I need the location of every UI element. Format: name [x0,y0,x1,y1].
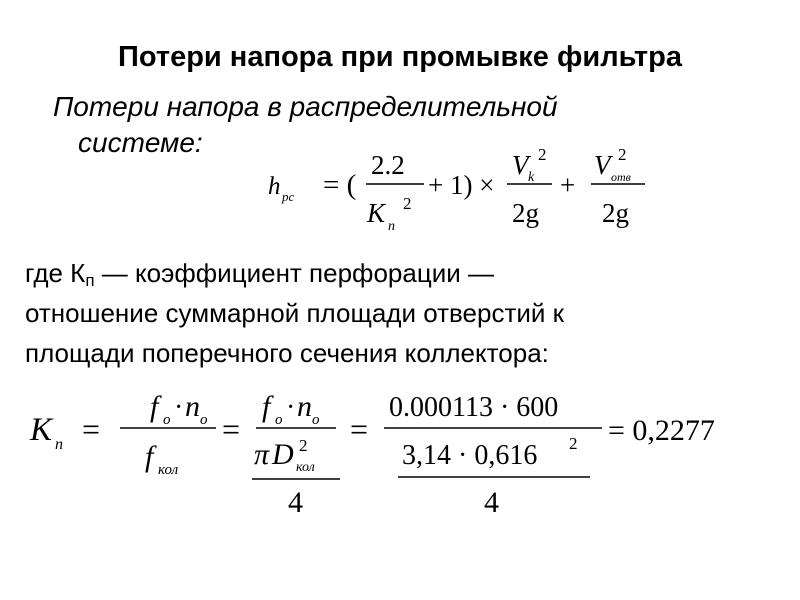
description-line-3: площади поперечного сечения коллектора: [25,338,549,368]
formula-plus: + [560,170,576,200]
frac2-den-d: D [272,438,294,471]
frac3-den-exponent: 2 [569,434,578,453]
frac1-num-n-subscript: о [200,412,208,428]
frac1-den-f: f [145,440,154,473]
fraction1-numerator: 2.2 [371,150,405,180]
frac2-num-n-subscript: о [312,412,320,428]
description-line-2: отношение суммарной площади отверстий к [25,298,565,328]
kp-equals-3: = [350,411,369,447]
frac2-num-f-subscript: о [275,412,283,428]
fraction2-denominator: 2g [512,198,539,228]
frac2-den-4: 4 [288,486,303,519]
fraction1-denominator-exponent: 2 [403,194,412,213]
description-line-1-rest: — коэффициент перфорации — [94,258,494,288]
description-subscript: п [85,271,95,290]
formula-equals-paren: = ( [323,169,357,201]
frac3-den-value: 3,14 · 0,616 [402,440,538,471]
frac1-num-n: n [185,390,200,423]
kp-lhs: K [30,412,53,448]
frac1-den-f-subscript: кол [158,462,179,478]
frac1-num-f: f [150,390,159,423]
kp-result: = 0,2277 [608,414,715,447]
frac2-num-f: f [262,390,271,423]
fraction1-denominator: K [367,198,386,228]
formula-plus-one-times: + 1) × [428,170,495,200]
subtitle-line-1: Потери напора в распределительной [53,91,558,122]
formula-lhs: h [268,173,281,200]
description-prefix: где К [25,258,86,288]
subtitle-line-2: системе: [78,127,203,158]
frac2-den-d-exponent: 2 [299,436,308,455]
frac1-num-f-subscript: о [163,412,171,428]
frac1-num-dot: · [174,392,184,423]
frac3-den-4: 4 [484,486,499,519]
frac2-den-pi: π [254,438,270,471]
fraction2-numerator: V [512,150,529,180]
fraction2-numerator-exponent: 2 [538,145,547,164]
kp-equals-1: = [82,411,101,447]
kp-equals-2: = [222,411,241,447]
slide-title: Потери напора при промывке фильтра [118,41,682,73]
fraction3-denominator: 2g [602,198,629,228]
fraction3-numerator-exponent: 2 [618,145,627,164]
kp-lhs-subscript: п [55,436,63,453]
frac2-den-d-subscript: кол [296,460,315,475]
frac3-numerator: 0.000113 · 600 [389,392,559,423]
frac2-num-dot: · [286,392,296,423]
fraction3-numerator-subscript: отв [611,170,631,184]
fraction2-numerator-subscript: k [528,170,535,185]
fraction1-denominator-subscript: п [388,219,395,234]
formula-lhs-subscript: рс [282,189,295,204]
frac2-num-n: n [297,390,312,423]
fraction3-numerator: V [594,150,611,180]
